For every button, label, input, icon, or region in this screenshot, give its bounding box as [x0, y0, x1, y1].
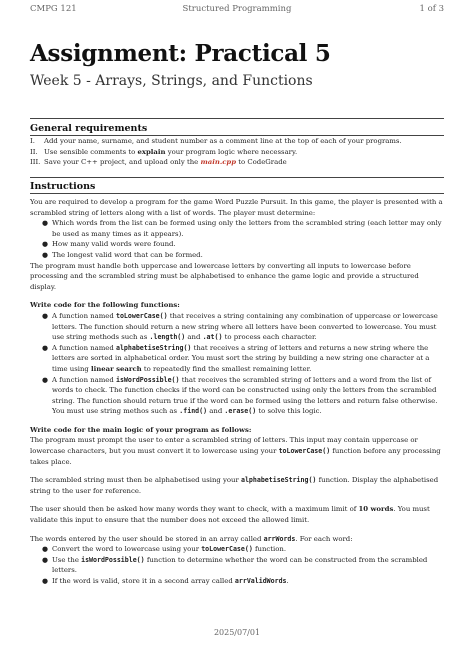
page-header [30, 4, 444, 18]
paragraph: The user should then be asked how many words they want to check, with a maximum limit of 10 words. You must validate this input to ensure that the number does not exceed the allowed limit. [30, 505, 430, 525]
divider [30, 193, 444, 194]
intro-paragraph: You are required to develop a program for the game Word Puzzle Pursuit. In this game, the player is presented with a scrambled string of letters along with a list of words. The player must determine: [30, 198, 443, 217]
function-item: ● A function named toLowerCase() that receives a string containing any combination of uppercase or lowercase letters. The function should return a new string where all letters have been converted to lowercase. You must use string methods such as .length() and .at() to process each character. [42, 311, 438, 342]
function-item: ● A function named isWordPossible() that receives the scrambled string of letters and a word from the list of words to check. The function checks if the word can be constructed using only the letters from the scrambled string. The function should return true if the word can be formed using the letters and return false otherwise. You must use string methos such as .find() and .erase() to solve this logic. [42, 375, 438, 416]
subject-name: Structured Programming [182, 4, 292, 14]
general-heading: General requirements [30, 123, 148, 134]
divider [30, 118, 444, 119]
paragraph: The program must prompt the user to enter a scrambled string of letters. This input may contain uppercase or lowercase characters, but you must convert it to lowercase using your toLowerCase() function before any processing takes place. [30, 436, 441, 466]
general-list [30, 136, 444, 168]
general-item: II. Use sensible comments to explain your program logic where necessary. [30, 147, 298, 156]
page-number: 1 of 3 [419, 4, 444, 14]
general-item: I. Add your name, surname, and student number as a comment line at the top of each of your programs. [30, 137, 402, 145]
functions-heading: Write code for the following functions: [30, 301, 180, 310]
function-item: ● A function named alphabetiseString() that receives a string of letters and returns a new string where the letters are sorted in alphabetical order. You must sort the string by building a new string one character at a time using linear search to repeatedly find the smallest remaining letter. [42, 343, 430, 373]
instructions-body [30, 197, 444, 587]
paragraph: The program must handle both uppercase and lowercase letters by converting all inputs to lowercase before processing and the scrambled string must be alphabetised to enhance the game logic and provide a structured display. [30, 261, 419, 291]
page-footer-date: 2025/07/01 [213, 628, 261, 637]
divider [30, 177, 444, 178]
list-item: ● Which words from the list can be formed using only the letters from the scrambled string (each letter may only be used as many times as it appears). [42, 219, 442, 238]
main-logic-heading: Write code for the main logic of your program as follows: [30, 425, 252, 434]
list-item: ● Use the isWordPossible() function to determine whether the word can be constructed from the scrambled letters. [42, 555, 428, 575]
list-item: ● Convert the word to lowercase using your toLowerCase() function. [42, 545, 287, 554]
page-title: Assignment: Practical 5 [30, 40, 331, 67]
list-item: ● The longest valid word that can be formed. [42, 250, 203, 259]
file-name: main.cpp [200, 158, 237, 167]
general-item: III. Save your C++ project, and upload only the main.cpp to CodeGrade [30, 158, 287, 167]
page-subtitle: Week 5 - Arrays, Strings, and Functions [30, 73, 313, 89]
list-item: ● If the word is valid, store it in a second array called arrValidWords. [42, 577, 289, 585]
paragraph: The words entered by the user should be stored in an array called arrWords. For each word: [30, 534, 353, 543]
list-item: ● How many valid words were found. [42, 240, 176, 249]
course-code: CMPG 121 [30, 4, 77, 14]
instructions-heading: Instructions [30, 181, 96, 192]
paragraph: The scrambled string must then be alphabetised using your alphabetiseString() function. Display the alphabetised string to the user for reference. [30, 476, 439, 495]
